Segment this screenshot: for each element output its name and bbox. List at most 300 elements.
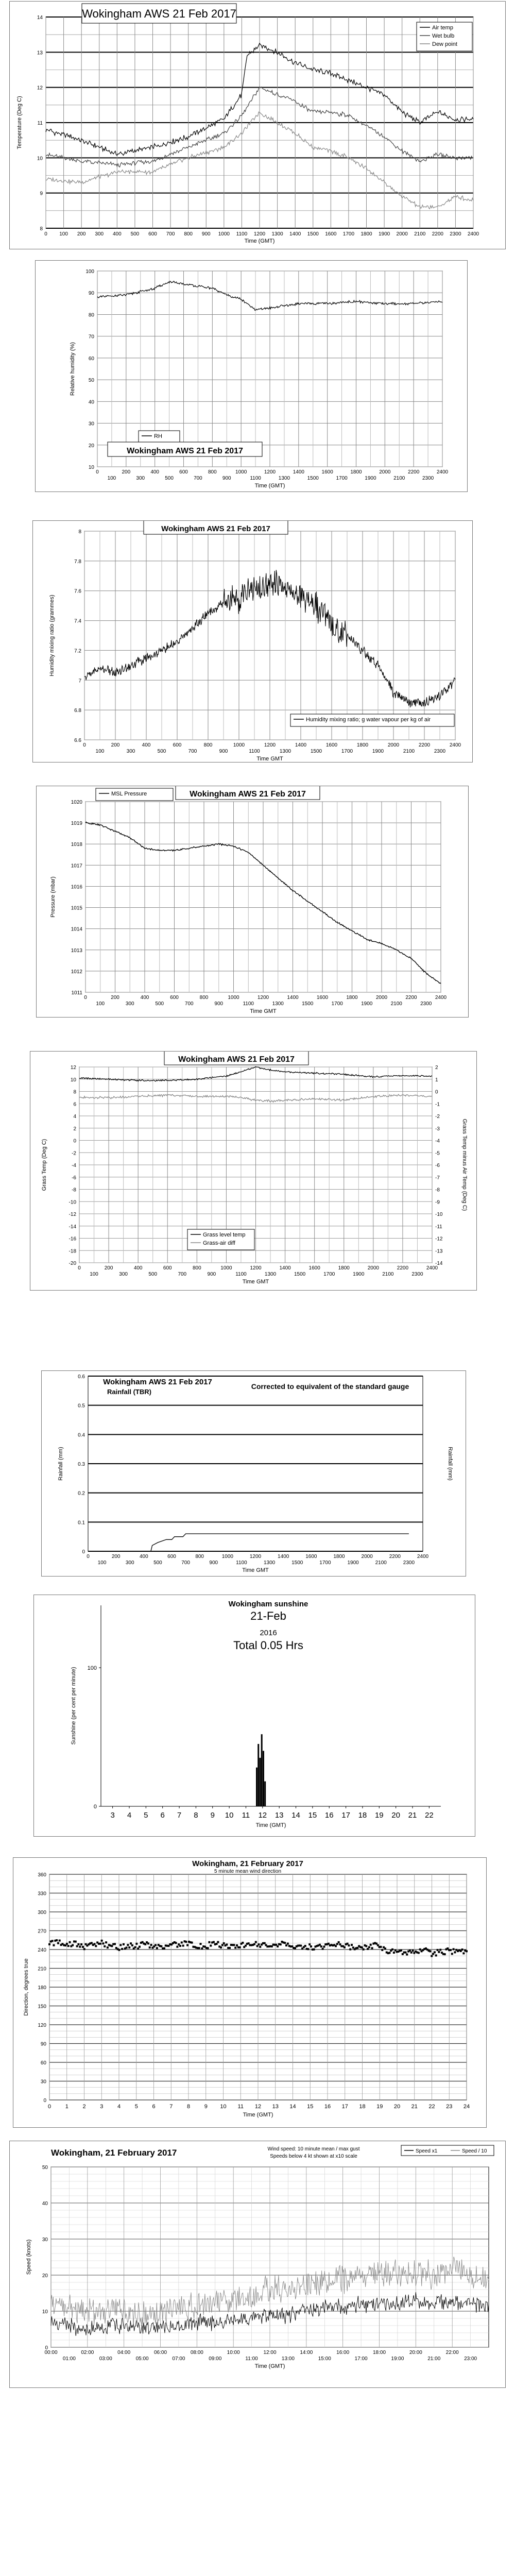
grass-temp-chart-right-tick-label: -9 [435, 1199, 440, 1206]
wind-direction-chart-x-tick-label: 9 [204, 2104, 208, 2110]
wind-direction-chart-point [119, 1944, 122, 1946]
sunshine-chart-x-tick-label: 22 [425, 1811, 434, 1820]
mixing-ratio-chart-x-tick-label: 800 [203, 742, 213, 748]
wind-direction-chart-x-tick-label: 10 [220, 2104, 227, 2110]
wind-direction-chart-point [83, 1948, 85, 1950]
wind-speed-chart-title: Wokingham, 21 February 2017 [51, 2148, 177, 2158]
wind-direction-chart-point [429, 1950, 431, 1952]
wind-direction-chart-x-tick-label: 11 [237, 2104, 244, 2110]
wind-direction-chart-point [127, 1944, 129, 1946]
wind-direction-chart-point [91, 1942, 93, 1944]
wind-direction-chart-point [111, 1945, 113, 1947]
wind-direction-chart-point [118, 1949, 120, 1951]
grass-temp-chart-tick-label: 10 [70, 1077, 76, 1083]
wind-direction-chart-point [48, 1943, 50, 1945]
pressure-chart-tick-label: 1013 [71, 947, 82, 954]
temperature-chart-x-tick-label: 2100 [414, 231, 426, 237]
wind-speed-chart-x-tick-label: 01:00 [62, 2356, 76, 2362]
wind-direction-chart-point [99, 1943, 101, 1945]
wind-speed-chart-x-tick-label: 04:00 [117, 2350, 131, 2355]
sunshine-chart-bar [263, 1751, 264, 1806]
mixing-ratio-chart-tick-label: 7.2 [74, 648, 81, 654]
grass-temp-chart-x-tick-label: 1300 [264, 1272, 277, 1277]
pressure-chart-tick-label: 1016 [71, 884, 82, 890]
mixing-ratio-chart-x-tick-label: 1700 [341, 749, 353, 754]
wind-direction-chart-point [105, 1941, 107, 1943]
rainfall-chart-x-tick-label: 100 [97, 1560, 107, 1566]
wind-direction-chart-y-tick-label: 0 [43, 2098, 46, 2104]
humidity-chart-x-tick-label: 2200 [408, 469, 420, 475]
grass-temp-chart-tick-label: 6 [73, 1101, 76, 1108]
sunshine-chart-bar [256, 1768, 258, 1806]
rainfall-chart-x-tick-label: 700 [181, 1560, 190, 1566]
wind-direction-chart-point [368, 1946, 370, 1948]
wind-direction-chart-y-tick-label: 120 [38, 2023, 46, 2028]
wind-direction-chart-x-tick-label: 1 [65, 2104, 68, 2110]
wind-direction-chart-point [186, 1944, 188, 1946]
wind-direction-chart-x-tick-label: 8 [186, 2104, 191, 2110]
humidity-chart-x-tick-label: 2100 [393, 476, 405, 481]
mixing-ratio-chart-tick-label: 7.6 [74, 588, 81, 595]
grass-temp-chart-right-tick-label: 0 [435, 1089, 438, 1095]
wind-speed-chart-subtitle: Wind speed: 10 minute mean / max gust [267, 2146, 360, 2152]
wind-speed-chart-note: Speeds below 4 kt shown at x10 scale [270, 2154, 357, 2159]
wind-direction-chart-point [361, 1946, 363, 1948]
rainfall-chart-x-tick-label: 600 [167, 1554, 176, 1560]
rainfall-chart-x-tick-label: 1600 [305, 1554, 317, 1560]
wind-speed-chart-x-tick-label: 12:00 [263, 2350, 277, 2355]
wind-direction-chart-y-tick-label: 270 [38, 1928, 46, 1935]
grass-temp-chart-x-tick-label: 200 [104, 1265, 113, 1271]
rainfall-chart-x-tick-label: 1100 [236, 1560, 247, 1566]
pressure-chart-x-tick-label: 2400 [435, 995, 447, 1001]
humidity-chart-x-tick-label: 1500 [307, 476, 319, 481]
wind-direction-chart-point [259, 1946, 261, 1948]
mixing-ratio-chart-x-tick-label: 1600 [325, 742, 338, 748]
wind-direction-chart-point [434, 1951, 436, 1953]
wind-direction-chart-point [371, 1947, 373, 1949]
wind-direction-chart-point [438, 1951, 440, 1953]
temperature-chart-x-tick-label: 100 [59, 231, 68, 237]
wind-direction-chart-y-tick-label: 180 [38, 1985, 46, 1991]
humidity-chart-x-tick-label: 2300 [422, 476, 434, 481]
wind-direction-chart-point [450, 1949, 452, 1951]
rainfall-chart-panel [41, 1370, 466, 1577]
mixing-ratio-chart-x-tick-label: 700 [188, 749, 197, 754]
humidity-chart-tick-label: 20 [88, 443, 94, 449]
wind-direction-chart-point [431, 1955, 433, 1957]
mixing-ratio-chart-y-axis-label: Humidity mixing ratio (grammes) [49, 595, 55, 676]
wind-direction-chart-point [304, 1945, 306, 1947]
temperature-chart-x-tick-label: 900 [201, 231, 211, 237]
mixing-ratio-chart-tick-label: 6.8 [74, 708, 81, 714]
grass-temp-chart-tick-label: -2 [72, 1150, 76, 1157]
mixing-ratio-chart-x-tick-label: 300 [126, 749, 135, 754]
mixing-ratio-chart-x-tick-label: 1300 [279, 749, 291, 754]
wind-direction-chart-point [255, 1941, 257, 1943]
wind-direction-chart-point [201, 1947, 203, 1950]
grass-temp-chart-right-y-axis-label: Grass Temp minus Air Temp (Deg C) [461, 1118, 468, 1211]
humidity-chart-panel [35, 260, 468, 492]
wind-direction-chart-x-tick-label: 14 [289, 2104, 296, 2110]
wind-direction-chart-point [52, 1940, 54, 1942]
mixing-ratio-chart-panel [32, 520, 473, 762]
humidity-chart-tick-label: 10 [88, 465, 94, 470]
humidity-chart-tick-label: 90 [88, 291, 94, 297]
sunshine-chart-x-tick-label: 4 [127, 1811, 132, 1820]
wind-direction-chart-point [137, 1947, 139, 1950]
wind-direction-chart-point [461, 1948, 464, 1951]
mixing-ratio-chart-x-tick-label: 900 [219, 749, 228, 754]
wind-direction-chart-x-tick-label: 0 [47, 2104, 52, 2110]
humidity-chart-x-tick-label: 1600 [321, 469, 333, 475]
temperature-chart-tick-label: 8 [40, 226, 43, 232]
mixing-ratio-chart-tick-label: 8 [78, 529, 81, 535]
wind-direction-chart-point [300, 1945, 302, 1947]
rainfall-chart-x-tick-label: 1500 [291, 1560, 303, 1566]
humidity-chart-x-tick-label: 700 [194, 476, 202, 481]
sunshine-chart-total: Total 0.05 Hrs [233, 1639, 303, 1652]
wind-direction-chart-point [409, 1950, 411, 1952]
wind-direction-chart-point [439, 1949, 441, 1951]
grass-temp-chart-x-tick-label: 900 [207, 1272, 216, 1277]
rainfall-chart-annotation: Corrected to equivalent of the standard gauge [251, 1382, 409, 1391]
wind-direction-chart-x-tick-label: 17 [341, 2104, 348, 2110]
grass-temp-chart-x-tick-label: 2100 [382, 1272, 394, 1277]
humidity-chart-x-tick-label: 500 [165, 476, 174, 481]
grass-temp-chart-tick-label: -16 [68, 1236, 76, 1242]
grass-temp-chart-right-tick-label: -5 [435, 1150, 440, 1157]
wind-direction-chart-point [76, 1945, 78, 1947]
temperature-chart-legend-label: Air temp [432, 25, 453, 31]
humidity-chart-x-tick-label: 2000 [379, 469, 391, 475]
pressure-chart-x-tick-label: 100 [96, 1001, 105, 1007]
wind-direction-chart-point [147, 1942, 149, 1944]
wind-speed-chart-x-tick-label: 08:00 [190, 2350, 203, 2355]
pressure-chart-x-tick-label: 1300 [272, 1001, 284, 1007]
sunshine-chart-x-tick-label: 8 [194, 1811, 198, 1820]
humidity-chart-x-tick-label: 200 [122, 469, 131, 475]
temperature-chart-x-tick-label: 600 [148, 231, 157, 237]
wind-speed-chart-x-tick-label: 02:00 [81, 2350, 94, 2355]
wind-direction-chart-point [57, 1942, 59, 1944]
wind-direction-chart-point [410, 1952, 413, 1954]
mixing-ratio-chart-x-tick-label: 600 [173, 742, 182, 748]
sunshine-chart-y-tick-label: 0 [93, 1804, 97, 1810]
rainfall-chart-x-tick-label: 200 [111, 1554, 121, 1560]
humidity-chart-legend-label: RH [154, 433, 162, 439]
wind-direction-chart-point [139, 1946, 141, 1948]
humidity-chart [36, 261, 467, 492]
wind-direction-chart-subtitle: 5 minute mean wind direction [214, 1869, 282, 1874]
sunshine-chart-x-tick-label: 7 [177, 1811, 182, 1820]
wind-direction-chart-point [462, 1952, 465, 1954]
wind-direction-chart-point [213, 1941, 215, 1943]
humidity-chart-tick-label: 40 [88, 399, 94, 405]
wind-direction-chart-point [198, 1947, 200, 1949]
pressure-chart-x-tick-label: 200 [111, 995, 119, 1001]
wind-direction-chart-x-tick-label: 21 [411, 2104, 418, 2110]
wind-speed-chart-x-tick-label: 17:00 [354, 2356, 368, 2362]
wind-direction-chart-point [182, 1945, 184, 1947]
pressure-chart-x-tick-label: 900 [214, 1001, 224, 1007]
humidity-chart-x-tick-label: 100 [107, 476, 116, 481]
temperature-chart-x-tick-label: 800 [184, 231, 193, 237]
mixing-ratio-chart-x-tick-label: 1100 [249, 749, 260, 754]
wind-direction-chart-point [466, 1950, 468, 1952]
wind-direction-chart-point [95, 1945, 97, 1947]
grass-temp-chart-right-tick-label: -13 [435, 1248, 443, 1255]
grass-temp-chart-title: Wokingham AWS 21 Feb 2017 [178, 1055, 295, 1064]
wind-direction-chart-point [176, 1946, 178, 1948]
sunshine-chart-x-axis-label: Time (GMT) [255, 1822, 286, 1828]
wind-direction-chart-point [72, 1944, 74, 1946]
wind-direction-chart-point [388, 1952, 390, 1954]
temperature-chart-x-tick-label: 200 [77, 231, 86, 237]
pressure-chart-x-tick-label: 600 [170, 995, 179, 1001]
humidity-chart-x-tick-label: 1200 [264, 469, 276, 475]
temperature-chart-panel [9, 1, 506, 249]
wind-direction-chart-point [400, 1950, 402, 1952]
wind-direction-chart-point [418, 1952, 420, 1954]
wind-speed-chart-x-tick-label: 03:00 [99, 2356, 112, 2362]
rainfall-chart-tick-label: 0.2 [78, 1490, 85, 1497]
sunshine-chart-bar [264, 1782, 266, 1806]
rainfall-chart-x-tick-label: 1400 [278, 1554, 289, 1560]
humidity-chart-x-tick-label: 1300 [278, 476, 290, 481]
temperature-chart-x-tick-label: 300 [95, 231, 104, 237]
humidity-chart-tick-label: 100 [85, 269, 94, 275]
wind-direction-chart-y-axis-label: Direction, degrees true [23, 1958, 29, 2016]
wind-direction-chart-point [121, 1948, 123, 1950]
pressure-chart-x-tick-label: 1600 [316, 995, 329, 1001]
wind-direction-chart-point [253, 1943, 255, 1945]
wind-speed-chart-x-tick-label: 07:00 [172, 2356, 185, 2362]
wind-speed-chart-x-tick-label: 20:00 [409, 2350, 422, 2355]
wind-direction-chart-point [363, 1948, 365, 1951]
rainfall-chart-tick-label: 0 [82, 1549, 85, 1555]
rainfall-chart-x-tick-label: 2200 [389, 1554, 401, 1560]
wind-direction-chart-y-tick-label: 210 [38, 1966, 46, 1972]
sunshine-chart-x-tick-label: 5 [144, 1811, 148, 1820]
wind-direction-chart-point [102, 1942, 104, 1944]
rainfall-chart-x-tick-label: 800 [195, 1554, 204, 1560]
pressure-chart-tick-label: 1012 [71, 969, 82, 975]
sunshine-chart-x-tick-label: 6 [160, 1811, 165, 1820]
wind-direction-chart-y-tick-label: 240 [38, 1947, 46, 1953]
grass-temp-chart-right-tick-label: -2 [435, 1114, 440, 1120]
rainfall-chart-x-tick-label: 1700 [319, 1560, 331, 1566]
wind-direction-chart-point [344, 1946, 346, 1948]
temperature-chart-x-tick-label: 1200 [253, 231, 266, 237]
grass-temp-chart-x-tick-label: 2000 [367, 1265, 379, 1271]
sunshine-chart-x-tick-label: 10 [225, 1811, 234, 1820]
pressure-chart-tick-label: 1011 [71, 990, 82, 996]
grass-temp-chart-tick-label: 4 [73, 1114, 76, 1120]
wind-direction-chart-y-tick-label: 90 [40, 2041, 46, 2047]
pressure-chart-x-tick-label: 1400 [287, 995, 299, 1001]
rainfall-chart-tick-label: 0.6 [78, 1374, 85, 1380]
mixing-ratio-chart-x-tick-label: 2100 [403, 749, 415, 754]
mixing-ratio-chart-x-tick-label: 2400 [449, 742, 461, 748]
humidity-chart-x-tick-label: 1700 [336, 476, 348, 481]
pressure-chart-x-tick-label: 1500 [302, 1001, 314, 1007]
humidity-chart-x-tick-label: 1000 [235, 469, 247, 475]
rainfall-chart-x-tick-label: 0 [87, 1554, 90, 1560]
rainfall-chart-y-axis-label: Rainfall (mm) [58, 1447, 64, 1481]
wind-direction-chart-point [338, 1941, 340, 1943]
wind-direction-chart-point [349, 1948, 351, 1951]
sunshine-chart-x-tick-label: 3 [110, 1811, 115, 1820]
wind-direction-chart-point [53, 1944, 55, 1946]
sunshine-chart-title: Wokingham sunshine [228, 1600, 308, 1608]
temperature-chart-title: Wokingham AWS 21 Feb 2017 [82, 7, 236, 20]
grass-temp-chart-tick-label: -12 [68, 1212, 76, 1217]
wind-speed-chart-x-tick-label: 22:00 [445, 2350, 459, 2355]
grass-temp-chart-x-tick-label: 2300 [411, 1272, 423, 1277]
rainfall-chart-x-tick-label: 2300 [403, 1560, 415, 1566]
grass-temp-chart-right-tick-label: 2 [435, 1065, 438, 1071]
grass-temp-chart-x-tick-label: 500 [148, 1272, 158, 1277]
wind-direction-chart-point [104, 1945, 106, 1947]
grass-temp-chart-tick-label: -4 [72, 1163, 76, 1168]
humidity-chart-x-tick-label: 1900 [365, 476, 376, 481]
wind-direction-chart-point [175, 1942, 177, 1944]
wind-direction-chart-point [310, 1945, 312, 1947]
temperature-chart-x-tick-label: 1700 [342, 231, 355, 237]
mixing-ratio-chart-x-tick-label: 100 [95, 749, 105, 754]
pressure-chart-tick-label: 1020 [71, 800, 82, 805]
wind-direction-chart-point [335, 1945, 337, 1947]
wind-direction-chart-point [320, 1945, 322, 1947]
mixing-ratio-chart [33, 521, 472, 762]
pressure-chart-x-tick-label: 1200 [257, 995, 269, 1001]
wind-direction-chart-point [313, 1948, 315, 1951]
wind-direction-chart-point [323, 1945, 325, 1947]
humidity-chart-tick-label: 60 [88, 355, 94, 362]
wind-direction-chart-point [277, 1945, 279, 1947]
sunshine-chart-year: 2016 [260, 1629, 277, 1637]
rainfall-chart-subtitle: Rainfall (TBR) [107, 1388, 151, 1396]
temperature-chart-x-tick-label: 1600 [325, 231, 337, 237]
mixing-ratio-chart-x-tick-label: 2300 [434, 749, 446, 754]
sunshine-chart-x-tick-label: 20 [391, 1811, 400, 1820]
mixing-ratio-chart-x-axis-label: Time GMT [256, 756, 283, 762]
temperature-chart-x-tick-label: 700 [166, 231, 175, 237]
mixing-ratio-chart-x-tick-label: 500 [157, 749, 166, 754]
wind-direction-chart-point [236, 1944, 238, 1946]
wind-direction-chart-point [208, 1941, 210, 1943]
wind-direction-chart-point [56, 1939, 58, 1941]
grass-temp-chart-x-tick-label: 300 [119, 1272, 128, 1277]
wind-speed-chart-x-tick-label: 13:00 [281, 2356, 295, 2362]
humidity-chart-x-tick-label: 2400 [436, 469, 449, 475]
wind-direction-chart-point [163, 1947, 165, 1950]
grass-temp-chart-y-axis-label: Grass Temp (Deg C) [41, 1139, 47, 1191]
grass-temp-chart-x-tick-label: 1000 [220, 1265, 232, 1271]
rainfall-chart-x-tick-label: 1800 [333, 1554, 345, 1560]
sunshine-chart-x-tick-label: 15 [308, 1811, 317, 1820]
mixing-ratio-chart-x-tick-label: 1000 [233, 742, 245, 748]
wind-direction-chart-y-tick-label: 360 [38, 1872, 46, 1878]
temperature-chart-x-tick-label: 1800 [360, 231, 372, 237]
pressure-chart-x-tick-label: 1000 [228, 995, 239, 1001]
sunshine-chart-x-tick-label: 14 [291, 1811, 300, 1820]
sunshine-chart [34, 1595, 475, 1836]
grass-temp-chart-x-tick-label: 1600 [308, 1265, 320, 1271]
humidity-chart-y-axis-label: Relative humidity (%) [70, 342, 76, 396]
humidity-chart-x-tick-label: 900 [222, 476, 231, 481]
grass-temp-chart-x-tick-label: 1200 [250, 1265, 262, 1271]
humidity-chart-x-tick-label: 600 [179, 469, 188, 475]
mixing-ratio-chart-x-tick-label: 0 [83, 742, 86, 748]
wind-direction-chart-point [217, 1941, 219, 1943]
wind-speed-chart-panel [9, 2141, 506, 2388]
pressure-chart [37, 786, 468, 1017]
sunshine-chart-x-tick-label: 19 [374, 1811, 384, 1820]
rainfall-chart-x-tick-label: 300 [125, 1560, 134, 1566]
mixing-ratio-chart-x-tick-label: 2000 [387, 742, 400, 748]
grass-temp-chart-tick-label: 8 [73, 1089, 76, 1095]
grass-temp-chart-right-tick-label: -8 [435, 1187, 440, 1193]
temperature-chart-x-axis-label: Time (GMT) [244, 238, 275, 244]
humidity-chart-tick-label: 80 [88, 312, 94, 318]
grass-temp-chart-right-tick-label: -1 [435, 1101, 440, 1108]
mixing-ratio-chart-tick-label: 7 [78, 678, 81, 684]
wind-direction-chart-point [216, 1943, 218, 1945]
humidity-chart-x-tick-label: 0 [96, 469, 99, 475]
wind-direction-chart-point [412, 1950, 414, 1952]
temperature-chart-x-tick-label: 1900 [378, 231, 390, 237]
wind-direction-chart-point [280, 1943, 282, 1945]
wind-direction-chart-point [160, 1945, 162, 1947]
temperature-chart-tick-label: 9 [40, 191, 43, 197]
wind-speed-chart-x-tick-label: 05:00 [135, 2356, 149, 2362]
pressure-chart-x-tick-label: 2300 [420, 1001, 432, 1007]
mixing-ratio-chart-tick-label: 7.8 [74, 558, 81, 565]
humidity-chart-tick-label: 50 [88, 378, 94, 384]
wind-direction-chart-point [150, 1944, 152, 1946]
wind-speed-chart-x-tick-label: 23:00 [464, 2356, 477, 2362]
wind-speed-chart-x-tick-label: 16:00 [336, 2350, 350, 2355]
temperature-chart-x-tick-label: 2300 [450, 231, 461, 237]
grass-temp-chart-x-tick-label: 2200 [397, 1265, 409, 1271]
grass-temp-chart-x-tick-label: 100 [90, 1272, 98, 1277]
wind-direction-chart-point [393, 1952, 395, 1954]
wind-direction-chart-x-axis-label: Time (GMT) [243, 2112, 273, 2118]
temperature-chart-x-tick-label: 400 [112, 231, 122, 237]
wind-direction-chart-point [144, 1943, 146, 1945]
humidity-chart-x-tick-label: 300 [136, 476, 145, 481]
mixing-ratio-chart-x-tick-label: 200 [111, 742, 120, 748]
wind-direction-chart-point [285, 1944, 287, 1946]
sunshine-chart-x-tick-label: 21 [408, 1811, 417, 1820]
wind-direction-chart-point [75, 1941, 77, 1943]
wind-direction-chart-point [207, 1947, 209, 1949]
grass-temp-chart-right-tick-label: -14 [435, 1261, 443, 1266]
sunshine-chart-panel [33, 1595, 475, 1837]
pressure-chart-x-tick-label: 1100 [243, 1001, 254, 1007]
wind-direction-chart-x-tick-label: 2 [82, 2104, 86, 2110]
sunshine-chart-y-axis-label: Sunshine (per cent per minute) [71, 1667, 77, 1745]
rainfall-chart-x-tick-label: 2400 [417, 1554, 429, 1560]
wind-direction-chart-point [451, 1953, 453, 1955]
wind-direction-chart-point [131, 1944, 133, 1946]
wind-direction-chart-point [107, 1946, 109, 1948]
sunshine-chart-y-tick-label: 100 [87, 1665, 97, 1672]
wind-direction-chart-point [245, 1945, 247, 1947]
wind-direction-chart-y-tick-label: 30 [40, 2079, 46, 2085]
